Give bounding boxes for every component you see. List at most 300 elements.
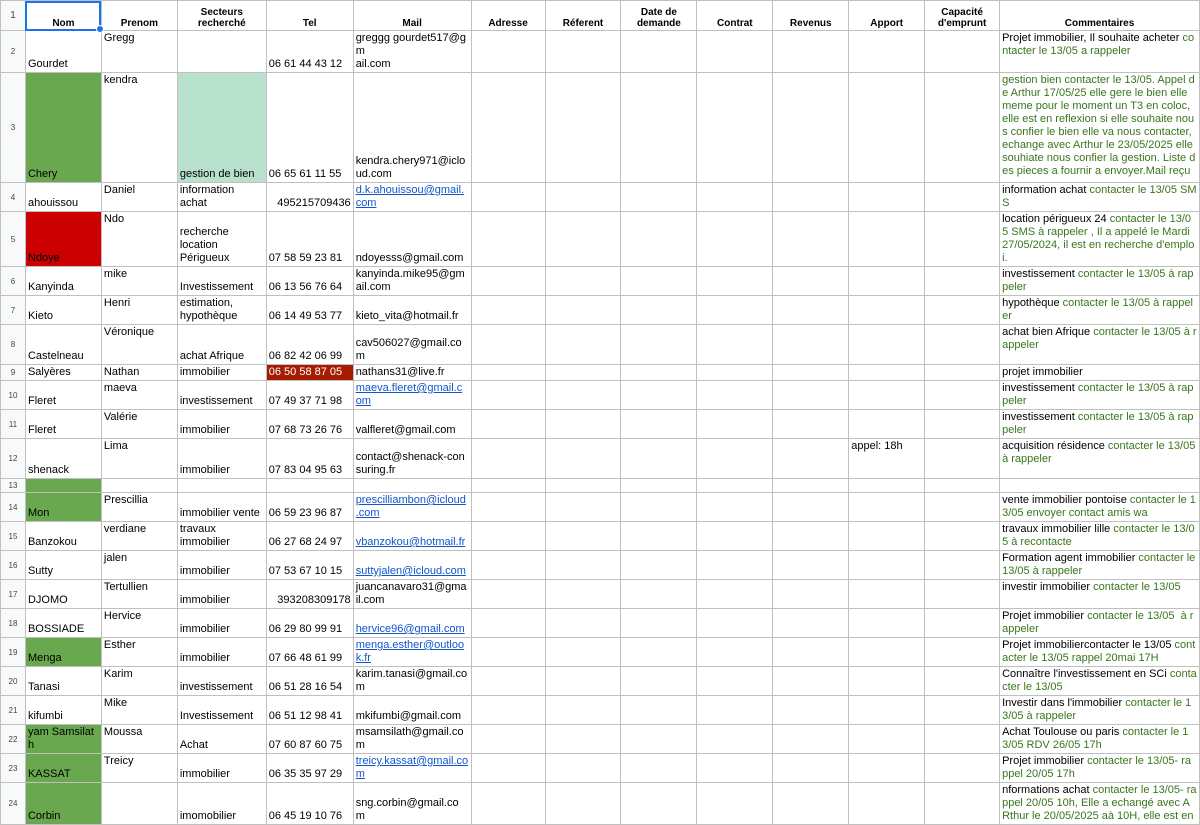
cell-revenus[interactable] (773, 183, 849, 212)
cell-mail[interactable] (353, 609, 471, 638)
cell-apport[interactable] (849, 522, 925, 551)
cell-referent[interactable] (545, 296, 621, 325)
cell-tel[interactable]: 07 53 67 10 15 (266, 551, 353, 580)
cell-nom[interactable]: Fleret (25, 410, 101, 439)
cell-contrat[interactable] (697, 638, 773, 667)
cell-date-demande[interactable] (621, 267, 697, 296)
cell-apport[interactable] (849, 325, 925, 365)
cell-contrat[interactable] (697, 580, 773, 609)
cell-prenom[interactable] (101, 783, 177, 825)
cell-nom[interactable]: Sutty (25, 551, 101, 580)
cell-revenus[interactable] (773, 696, 849, 725)
cell-adresse[interactable] (471, 580, 545, 609)
cell-capacite[interactable] (925, 667, 1000, 696)
cell-prenom[interactable]: Henri (101, 296, 177, 325)
cell-nom[interactable]: shenack (25, 439, 101, 479)
cell-commentaires[interactable] (1000, 580, 1200, 609)
cell-referent[interactable] (545, 365, 621, 381)
cell-capacite[interactable] (925, 212, 1000, 267)
cell-capacite[interactable] (925, 365, 1000, 381)
cell-nom[interactable]: yam Samsilath (25, 725, 101, 754)
cell-referent[interactable] (545, 183, 621, 212)
cell-mail[interactable] (353, 696, 471, 725)
cell-commentaires[interactable] (1000, 725, 1200, 754)
cell-nom[interactable]: Kieto (25, 296, 101, 325)
cell-date-demande[interactable] (621, 551, 697, 580)
cell-revenus[interactable] (773, 410, 849, 439)
header-apport[interactable]: Apport (849, 1, 925, 31)
cell-tel[interactable]: 06 13 56 76 64 (266, 267, 353, 296)
header-capacite[interactable]: Capacité d'emprunt (925, 1, 1000, 31)
cell-secteur[interactable]: Investissement (177, 267, 266, 296)
row-number[interactable]: 18 (1, 609, 26, 638)
cell-referent[interactable] (545, 551, 621, 580)
cell-nom[interactable]: Mon (25, 493, 101, 522)
cell-apport[interactable] (849, 638, 925, 667)
cell-revenus[interactable] (773, 73, 849, 183)
cell-date-demande[interactable] (621, 609, 697, 638)
cell-commentaires[interactable] (1000, 183, 1200, 212)
row-number[interactable]: 4 (1, 183, 26, 212)
cell-referent[interactable] (545, 73, 621, 183)
cell-commentaires[interactable] (1000, 609, 1200, 638)
cell-capacite[interactable] (925, 439, 1000, 479)
cell-mail[interactable] (353, 522, 471, 551)
cell-prenom[interactable]: Lima (101, 439, 177, 479)
cell-capacite[interactable] (925, 783, 1000, 825)
cell-date-demande[interactable] (621, 31, 697, 73)
cell-capacite[interactable] (925, 267, 1000, 296)
cell-apport[interactable] (849, 580, 925, 609)
cell-prenom[interactable]: Prescillia (101, 493, 177, 522)
cell-capacite[interactable] (925, 493, 1000, 522)
cell-adresse[interactable] (471, 609, 545, 638)
cell-referent[interactable] (545, 754, 621, 783)
cell-tel[interactable]: 07 60 87 60 75 (266, 725, 353, 754)
cell-date-demande[interactable] (621, 183, 697, 212)
cell-apport[interactable] (849, 73, 925, 183)
cell-adresse[interactable] (471, 325, 545, 365)
cell-revenus[interactable] (773, 325, 849, 365)
cell-contrat[interactable] (697, 410, 773, 439)
row-number[interactable]: 1 (1, 1, 26, 31)
cell-commentaires[interactable] (1000, 410, 1200, 439)
cell-revenus[interactable] (773, 479, 849, 493)
cell-contrat[interactable] (697, 696, 773, 725)
cell-adresse[interactable] (471, 754, 545, 783)
cell-prenom[interactable]: Gregg (101, 31, 177, 73)
cell-revenus[interactable] (773, 296, 849, 325)
cell-commentaires[interactable] (1000, 267, 1200, 296)
cell-revenus[interactable] (773, 783, 849, 825)
header-contrat[interactable]: Contrat (697, 1, 773, 31)
header-mail[interactable]: Mail (353, 1, 471, 31)
cell-secteur[interactable]: information achat (177, 183, 266, 212)
cell-revenus[interactable] (773, 725, 849, 754)
cell-referent[interactable] (545, 325, 621, 365)
mail-text[interactable]: hervice96@gmail.com (355, 623, 465, 635)
cell-date-demande[interactable] (621, 296, 697, 325)
cell-nom[interactable] (25, 479, 101, 493)
cell-referent[interactable] (545, 696, 621, 725)
cell-revenus[interactable] (773, 439, 849, 479)
cell-nom[interactable]: Gourdet (25, 31, 101, 73)
row-number[interactable]: 7 (1, 296, 26, 325)
cell-adresse[interactable] (471, 365, 545, 381)
cell-secteur[interactable]: immobilier (177, 609, 266, 638)
cell-commentaires[interactable] (1000, 325, 1200, 365)
mail-text[interactable]: d.k.ahouissou@gmail. com (355, 184, 465, 209)
cell-contrat[interactable] (697, 381, 773, 410)
cell-capacite[interactable] (925, 183, 1000, 212)
header-referent[interactable]: Réferent (545, 1, 621, 31)
cell-revenus[interactable] (773, 31, 849, 73)
cell-tel[interactable]: 07 83 04 95 63 (266, 439, 353, 479)
cell-prenom[interactable]: Mike (101, 696, 177, 725)
row-number[interactable]: 5 (1, 212, 26, 267)
cell-tel[interactable]: 06 61 44 43 12 (266, 31, 353, 73)
cell-capacite[interactable] (925, 725, 1000, 754)
cell-mail[interactable] (353, 580, 471, 609)
cell-secteur[interactable]: immobilier (177, 580, 266, 609)
cell-apport[interactable]: appel: 18h (849, 439, 925, 479)
mail-text[interactable]: prescilliambon@icloud .com (355, 494, 466, 519)
cell-tel[interactable]: 06 82 42 06 99 (266, 325, 353, 365)
cell-commentaires[interactable] (1000, 493, 1200, 522)
cell-apport[interactable] (849, 696, 925, 725)
cell-contrat[interactable] (697, 522, 773, 551)
cell-date-demande[interactable] (621, 410, 697, 439)
cell-tel[interactable]: 495215709436 (266, 183, 353, 212)
cell-prenom[interactable]: Valérie (101, 410, 177, 439)
cell-secteur[interactable]: gestion de bien (177, 73, 266, 183)
cell-capacite[interactable] (925, 479, 1000, 493)
cell-revenus[interactable] (773, 667, 849, 696)
cell-adresse[interactable] (471, 183, 545, 212)
cell-tel[interactable]: 393208309178 (266, 580, 353, 609)
cell-adresse[interactable] (471, 439, 545, 479)
row-number[interactable]: 10 (1, 381, 26, 410)
cell-revenus[interactable] (773, 365, 849, 381)
mail-text[interactable]: treicy.kassat@gmail.co m (355, 755, 469, 780)
cell-referent[interactable] (545, 410, 621, 439)
cell-revenus[interactable] (773, 267, 849, 296)
cell-adresse[interactable] (471, 783, 545, 825)
cell-commentaires[interactable] (1000, 783, 1200, 825)
cell-tel[interactable]: 06 14 49 53 77 (266, 296, 353, 325)
row-number[interactable]: 3 (1, 73, 26, 183)
cell-nom[interactable]: Tanasi (25, 667, 101, 696)
cell-mail[interactable] (353, 410, 471, 439)
cell-commentaires[interactable] (1000, 381, 1200, 410)
cell-nom[interactable]: BOSSIADE (25, 609, 101, 638)
cell-apport[interactable] (849, 183, 925, 212)
cell-contrat[interactable] (697, 296, 773, 325)
cell-apport[interactable] (849, 609, 925, 638)
cell-prenom[interactable]: Véronique (101, 325, 177, 365)
cell-tel[interactable]: 06 51 12 98 41 (266, 696, 353, 725)
cell-prenom[interactable]: Daniel (101, 183, 177, 212)
cell-commentaires[interactable] (1000, 638, 1200, 667)
cell-prenom[interactable]: maeva (101, 381, 177, 410)
cell-mail[interactable] (353, 638, 471, 667)
header-secteurs[interactable]: Secteurs recherché (177, 1, 266, 31)
header-revenus[interactable]: Revenus (773, 1, 849, 31)
mail-text[interactable]: maeva.fleret@gmail.c om (355, 382, 463, 407)
header-nom[interactable]: Nom (25, 1, 101, 31)
cell-commentaires[interactable] (1000, 696, 1200, 725)
cell-mail[interactable] (353, 365, 471, 381)
cell-prenom[interactable]: jalen (101, 551, 177, 580)
cell-referent[interactable] (545, 212, 621, 267)
selection-fill-handle[interactable] (96, 25, 104, 33)
row-number[interactable]: 12 (1, 439, 26, 479)
cell-contrat[interactable] (697, 551, 773, 580)
cell-apport[interactable] (849, 783, 925, 825)
cell-contrat[interactable] (697, 439, 773, 479)
cell-commentaires[interactable] (1000, 522, 1200, 551)
cell-contrat[interactable] (697, 783, 773, 825)
cell-contrat[interactable] (697, 183, 773, 212)
cell-date-demande[interactable] (621, 725, 697, 754)
cell-nom[interactable]: Kanyinda (25, 267, 101, 296)
cell-mail[interactable] (353, 479, 471, 493)
header-prenom[interactable]: Prenom (101, 1, 177, 31)
cell-adresse[interactable] (471, 212, 545, 267)
cell-referent[interactable] (545, 381, 621, 410)
cell-secteur[interactable]: immobilier (177, 551, 266, 580)
cell-apport[interactable] (849, 493, 925, 522)
cell-prenom[interactable] (101, 479, 177, 493)
cell-commentaires[interactable] (1000, 479, 1200, 493)
cell-contrat[interactable] (697, 365, 773, 381)
cell-capacite[interactable] (925, 638, 1000, 667)
cell-date-demande[interactable] (621, 73, 697, 183)
cell-prenom[interactable]: mike (101, 267, 177, 296)
cell-tel[interactable]: 06 27 68 24 97 (266, 522, 353, 551)
cell-apport[interactable] (849, 296, 925, 325)
cell-mail[interactable] (353, 667, 471, 696)
row-number[interactable]: 22 (1, 725, 26, 754)
cell-date-demande[interactable] (621, 783, 697, 825)
cell-mail[interactable] (353, 31, 471, 73)
cell-adresse[interactable] (471, 696, 545, 725)
cell-date-demande[interactable] (621, 439, 697, 479)
cell-contrat[interactable] (697, 73, 773, 183)
row-number[interactable]: 9 (1, 365, 26, 381)
cell-capacite[interactable] (925, 325, 1000, 365)
cell-apport[interactable] (849, 551, 925, 580)
cell-date-demande[interactable] (621, 754, 697, 783)
cell-secteur[interactable]: immobilier (177, 410, 266, 439)
cell-date-demande[interactable] (621, 479, 697, 493)
cell-mail[interactable] (353, 439, 471, 479)
cell-nom[interactable]: Castelneau (25, 325, 101, 365)
cell-apport[interactable] (849, 212, 925, 267)
mail-text[interactable]: vbanzokou@hotmail.fr (355, 536, 466, 548)
cell-tel[interactable]: 06 59 23 96 87 (266, 493, 353, 522)
cell-prenom[interactable]: Tertullien (101, 580, 177, 609)
cell-secteur[interactable]: immobilier vente (177, 493, 266, 522)
cell-capacite[interactable] (925, 73, 1000, 183)
cell-capacite[interactable] (925, 381, 1000, 410)
cell-referent[interactable] (545, 667, 621, 696)
cell-contrat[interactable] (697, 667, 773, 696)
cell-prenom[interactable]: verdiane (101, 522, 177, 551)
cell-apport[interactable] (849, 381, 925, 410)
cell-tel[interactable]: 06 65 61 11 55 (266, 73, 353, 183)
cell-adresse[interactable] (471, 667, 545, 696)
cell-mail[interactable] (353, 325, 471, 365)
cell-contrat[interactable] (697, 325, 773, 365)
cell-mail[interactable] (353, 783, 471, 825)
cell-capacite[interactable] (925, 580, 1000, 609)
cell-mail[interactable] (353, 493, 471, 522)
cell-secteur[interactable] (177, 31, 266, 73)
cell-revenus[interactable] (773, 609, 849, 638)
cell-adresse[interactable] (471, 381, 545, 410)
cell-apport[interactable] (849, 410, 925, 439)
header-date-demande[interactable]: Date de demande (621, 1, 697, 31)
cell-nom[interactable]: Menga (25, 638, 101, 667)
cell-date-demande[interactable] (621, 365, 697, 381)
cell-mail[interactable] (353, 551, 471, 580)
cell-adresse[interactable] (471, 410, 545, 439)
cell-contrat[interactable] (697, 725, 773, 754)
cell-apport[interactable] (849, 725, 925, 754)
cell-mail[interactable] (353, 381, 471, 410)
cell-nom[interactable]: Ndoye (25, 212, 101, 267)
row-number[interactable]: 11 (1, 410, 26, 439)
cell-contrat[interactable] (697, 267, 773, 296)
cell-prenom[interactable]: Treicy (101, 754, 177, 783)
cell-date-demande[interactable] (621, 325, 697, 365)
cell-tel[interactable] (266, 479, 353, 493)
cell-revenus[interactable] (773, 754, 849, 783)
cell-referent[interactable] (545, 580, 621, 609)
cell-prenom[interactable]: Nathan (101, 365, 177, 381)
cell-commentaires[interactable] (1000, 551, 1200, 580)
row-number[interactable]: 23 (1, 754, 26, 783)
cell-revenus[interactable] (773, 212, 849, 267)
cell-nom[interactable]: Fleret (25, 381, 101, 410)
cell-secteur[interactable]: Achat (177, 725, 266, 754)
cell-referent[interactable] (545, 783, 621, 825)
cell-adresse[interactable] (471, 479, 545, 493)
cell-tel[interactable]: 07 66 48 61 99 (266, 638, 353, 667)
cell-tel[interactable]: 06 50 58 87 05 (266, 365, 353, 381)
cell-capacite[interactable] (925, 31, 1000, 73)
cell-date-demande[interactable] (621, 696, 697, 725)
cell-tel[interactable]: 07 58 59 23 81 (266, 212, 353, 267)
cell-adresse[interactable] (471, 31, 545, 73)
cell-revenus[interactable] (773, 493, 849, 522)
cell-commentaires[interactable] (1000, 296, 1200, 325)
cell-contrat[interactable] (697, 754, 773, 783)
cell-nom[interactable]: DJOMO (25, 580, 101, 609)
cell-nom[interactable]: Salyères (25, 365, 101, 381)
cell-referent[interactable] (545, 725, 621, 754)
cell-apport[interactable] (849, 754, 925, 783)
row-number[interactable]: 20 (1, 667, 26, 696)
header-commentaires[interactable]: Commentaires (1000, 1, 1200, 31)
cell-contrat[interactable] (697, 479, 773, 493)
cell-revenus[interactable] (773, 551, 849, 580)
row-number[interactable]: 14 (1, 493, 26, 522)
cell-referent[interactable] (545, 479, 621, 493)
cell-capacite[interactable] (925, 696, 1000, 725)
cell-prenom[interactable]: Ndo (101, 212, 177, 267)
cell-adresse[interactable] (471, 522, 545, 551)
cell-nom[interactable]: KASSAT (25, 754, 101, 783)
cell-mail[interactable] (353, 73, 471, 183)
cell-referent[interactable] (545, 638, 621, 667)
row-number[interactable]: 15 (1, 522, 26, 551)
cell-apport[interactable] (849, 31, 925, 73)
cell-commentaires[interactable] (1000, 754, 1200, 783)
cell-secteur[interactable]: immobilier (177, 439, 266, 479)
cell-tel[interactable]: 06 51 28 16 54 (266, 667, 353, 696)
header-adresse[interactable]: Adresse (471, 1, 545, 31)
cell-capacite[interactable] (925, 410, 1000, 439)
cell-commentaires[interactable] (1000, 31, 1200, 73)
cell-adresse[interactable] (471, 296, 545, 325)
cell-revenus[interactable] (773, 522, 849, 551)
cell-secteur[interactable]: investissement (177, 667, 266, 696)
cell-referent[interactable] (545, 493, 621, 522)
cell-adresse[interactable] (471, 493, 545, 522)
cell-capacite[interactable] (925, 609, 1000, 638)
cell-date-demande[interactable] (621, 580, 697, 609)
cell-prenom[interactable]: Esther (101, 638, 177, 667)
cell-prenom[interactable]: Hervice (101, 609, 177, 638)
cell-tel[interactable]: 07 49 37 71 98 (266, 381, 353, 410)
cell-date-demande[interactable] (621, 493, 697, 522)
cell-mail[interactable] (353, 754, 471, 783)
cell-date-demande[interactable] (621, 381, 697, 410)
cell-prenom[interactable]: kendra (101, 73, 177, 183)
cell-apport[interactable] (849, 479, 925, 493)
cell-contrat[interactable] (697, 493, 773, 522)
cell-referent[interactable] (545, 609, 621, 638)
cell-tel[interactable]: 07 68 73 26 76 (266, 410, 353, 439)
cell-date-demande[interactable] (621, 638, 697, 667)
cell-referent[interactable] (545, 31, 621, 73)
cell-referent[interactable] (545, 267, 621, 296)
cell-contrat[interactable] (697, 609, 773, 638)
row-number[interactable]: 2 (1, 31, 26, 73)
cell-secteur[interactable]: Investissement (177, 696, 266, 725)
cell-capacite[interactable] (925, 754, 1000, 783)
cell-mail[interactable] (353, 725, 471, 754)
cell-secteur[interactable]: immobilier (177, 365, 266, 381)
cell-secteur[interactable]: imomobilier (177, 783, 266, 825)
cell-date-demande[interactable] (621, 212, 697, 267)
cell-revenus[interactable] (773, 638, 849, 667)
cell-secteur[interactable]: investissement (177, 381, 266, 410)
cell-secteur[interactable]: immobilier (177, 638, 266, 667)
cell-secteur[interactable]: travaux immobilier (177, 522, 266, 551)
cell-adresse[interactable] (471, 551, 545, 580)
cell-commentaires[interactable] (1000, 73, 1200, 183)
row-number[interactable]: 13 (1, 479, 26, 493)
cell-capacite[interactable] (925, 522, 1000, 551)
cell-commentaires[interactable] (1000, 212, 1200, 267)
cell-apport[interactable] (849, 667, 925, 696)
cell-nom[interactable]: Corbin (25, 783, 101, 825)
cell-date-demande[interactable] (621, 522, 697, 551)
cell-capacite[interactable] (925, 551, 1000, 580)
